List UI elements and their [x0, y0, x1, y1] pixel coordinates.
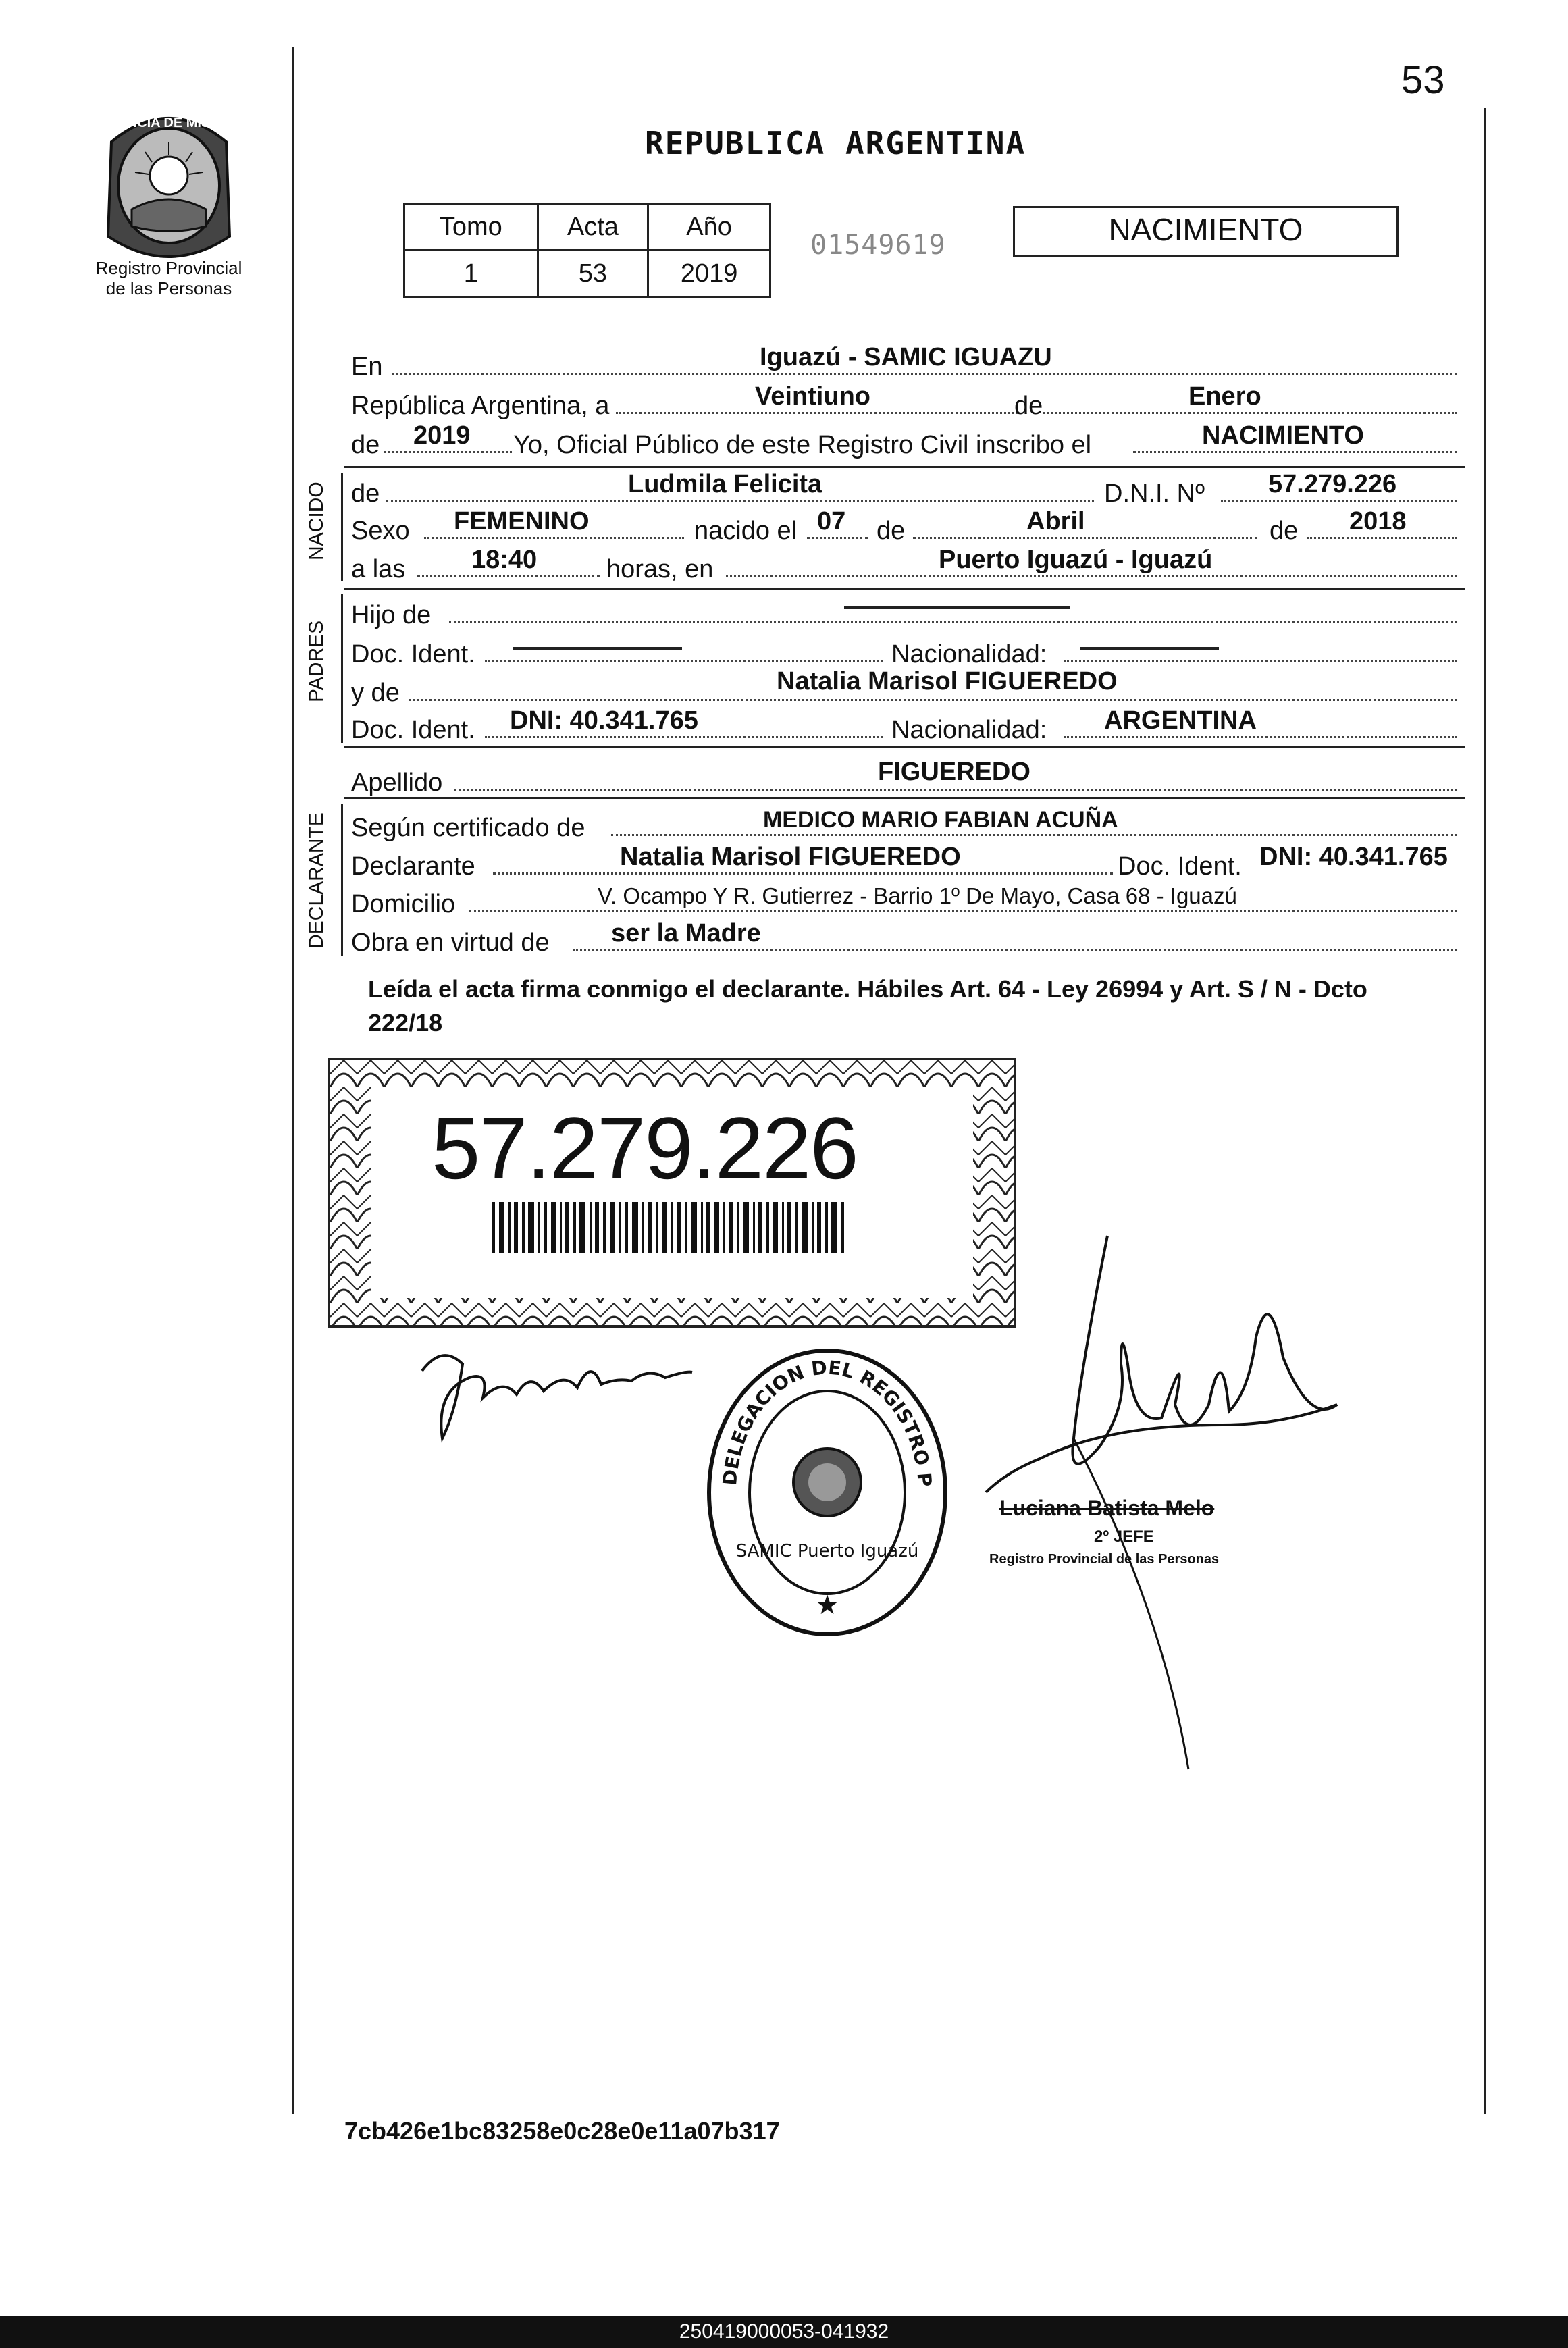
de-label: de: [877, 517, 906, 545]
nacido-label: nacido el: [694, 517, 798, 545]
footer-bar: [0, 2316, 1568, 2348]
de-label: de: [1014, 392, 1043, 420]
record-table-cell: 1: [404, 251, 538, 297]
dots: [1133, 451, 1457, 453]
crossed-out-doc: [513, 647, 682, 650]
dots: [392, 373, 1457, 375]
birth-day: 07: [817, 507, 846, 536]
footer-code: 250419000053-041932: [679, 2320, 889, 2343]
birth-place: Puerto Iguazú - Iguazú: [939, 546, 1213, 574]
yde-label: y de: [351, 679, 400, 707]
dots: [807, 537, 868, 539]
record-month: Enero: [1188, 382, 1261, 411]
dni-sticker-number: 57.279.226: [432, 1099, 858, 1197]
nac1-label: Nacionalidad:: [891, 640, 1047, 669]
dots: [449, 621, 1457, 623]
domicilio-label: Domicilio: [351, 890, 456, 918]
dots: [454, 789, 1457, 791]
birth-year: 2018: [1349, 507, 1407, 536]
dots: [1307, 537, 1457, 539]
dots: [485, 736, 883, 738]
document-hash: 7cb426e1bc83258e0c28e0e11a07b317: [344, 2117, 780, 2145]
record-day: Veintiuno: [755, 382, 870, 411]
dni-label: D.N.I. Nº: [1104, 479, 1205, 508]
dots: [424, 537, 684, 539]
sexo-label: Sexo: [351, 517, 410, 545]
decl-doc-label: Doc. Ident.: [1118, 852, 1242, 881]
birth-time: 18:40: [471, 546, 538, 574]
record-kind: NACIMIENTO: [1013, 206, 1399, 257]
domicilio-value: V. Ocampo Y R. Gutierrez - Barrio 1º De Mayo, Casa 68 - Iguazú: [598, 883, 1237, 908]
declarante-doc: DNI: 40.341.765: [1259, 843, 1448, 871]
declarante-name: Natalia Marisol FIGUEREDO: [620, 843, 961, 871]
dots: [1221, 500, 1457, 502]
mother-doc: DNI: 40.341.765: [510, 706, 698, 735]
record-table-cell: 53: [538, 251, 648, 297]
padres-section-label: PADRES: [305, 620, 328, 702]
horas-label: horas, en: [606, 555, 714, 583]
nacido-bracket: [341, 473, 343, 581]
declarant-signature: [415, 1330, 699, 1445]
dots: [493, 872, 1113, 875]
logo-caption-line1: Registro Provincial: [95, 258, 242, 278]
crossed-out-father: [844, 606, 1070, 609]
doc1-label: Doc. Ident.: [351, 640, 475, 669]
record-table-header: Tomo: [404, 204, 538, 251]
official-org: Registro Provincial de las Personas: [989, 1552, 1220, 1567]
child-dni: 57.279.226: [1268, 470, 1397, 498]
official-signature: [905, 1202, 1364, 1783]
svg-text:★: ★: [815, 1590, 839, 1620]
dots: [1064, 660, 1457, 662]
dots: [616, 412, 1018, 414]
obra-label: Obra en virtud de: [351, 929, 550, 957]
dots: [409, 699, 1457, 701]
section-divider: [344, 588, 1465, 590]
record-table-header-row: [404, 204, 770, 251]
nacido-section-label: NACIDO: [305, 481, 328, 560]
de-label: de: [1270, 517, 1299, 545]
dots: [611, 834, 1457, 836]
apellido-label: Apellido: [351, 768, 443, 797]
record-table-value-row: [404, 251, 770, 297]
cert-value: MEDICO MARIO FABIAN ACUÑA: [763, 807, 1118, 833]
record-table-header: Acta: [538, 204, 648, 251]
record-table: [403, 203, 771, 298]
dots: [384, 451, 512, 453]
mother-nationality: ARGENTINA: [1104, 706, 1257, 735]
serial-stamp: 01549619: [810, 230, 946, 261]
closing-note: Leída el acta firma conmigo el declarante. Hábiles Art. 64 - Ley 26994 y Art. S / N - Dcto 222/18: [368, 975, 1367, 1037]
child-name: Ludmila Felicita: [628, 470, 822, 498]
section-divider: [344, 466, 1465, 468]
stamp-inner-text: SAMIC Puerto Iguazú: [735, 1541, 919, 1561]
seal-text: PROVINCIA DE MISIONES: [85, 115, 253, 130]
hijo-label: Hijo de: [351, 601, 432, 629]
stamp-outer-text: DELEGACION DEL REGISTRO P: [718, 1356, 937, 1488]
obra-value: ser la Madre: [611, 919, 761, 947]
dots: [386, 500, 1094, 502]
declarante-section-label: DECLARANTE: [305, 812, 328, 949]
place-of-record: Iguazú - SAMIC IGUAZU: [760, 343, 1052, 371]
declarante-label: Declarante: [351, 852, 475, 881]
record-year: 2019: [413, 421, 471, 450]
declarante-bracket: [341, 804, 343, 956]
alas-label: a las: [351, 555, 406, 583]
dots: [1043, 412, 1457, 414]
dots: [726, 575, 1457, 577]
dots: [1064, 736, 1457, 738]
inscribo-value: NACIMIENTO: [1202, 421, 1364, 450]
dots: [913, 537, 1257, 539]
inscribo-label: Yo, Oficial Público de este Registro Civil inscribo el: [513, 431, 1092, 459]
page-title: REPUBLICA ARGENTINA: [645, 125, 1026, 161]
cert-label: Según certificado de: [351, 814, 585, 842]
doc2-label: Doc. Ident.: [351, 716, 475, 744]
republica-label: República Argentina, a: [351, 392, 610, 420]
nac2-label: Nacionalidad:: [891, 716, 1047, 744]
dots: [485, 660, 883, 662]
de-label: de: [351, 431, 380, 459]
dots: [573, 949, 1457, 951]
left-margin-line: [292, 47, 294, 2114]
en-label: En: [351, 353, 383, 381]
mother-name: Natalia Marisol FIGUEREDO: [777, 667, 1118, 696]
logo-caption-line2: de las Personas: [105, 278, 232, 298]
logo-caption: [71, 258, 267, 298]
padres-bracket: [341, 594, 343, 743]
crossed-out-nationality: [1080, 647, 1219, 650]
dots: [417, 575, 600, 577]
section-divider: [344, 746, 1465, 748]
record-table-cell: 2019: [648, 251, 770, 297]
apellido-value: FIGUEREDO: [878, 758, 1030, 786]
section-divider: [344, 797, 1465, 799]
official-name: Luciana Batista Melo: [999, 1496, 1215, 1520]
birth-month: Abril: [1026, 507, 1085, 536]
de-label: de: [351, 479, 380, 508]
dots: [469, 910, 1457, 912]
right-margin-line: [1484, 108, 1486, 2114]
page-number: 53: [1401, 58, 1445, 102]
record-table-header: Año: [648, 204, 770, 251]
province-logo: [84, 101, 253, 270]
child-sex: FEMENINO: [454, 507, 590, 536]
official-role: 2º JEFE: [1094, 1528, 1154, 1546]
